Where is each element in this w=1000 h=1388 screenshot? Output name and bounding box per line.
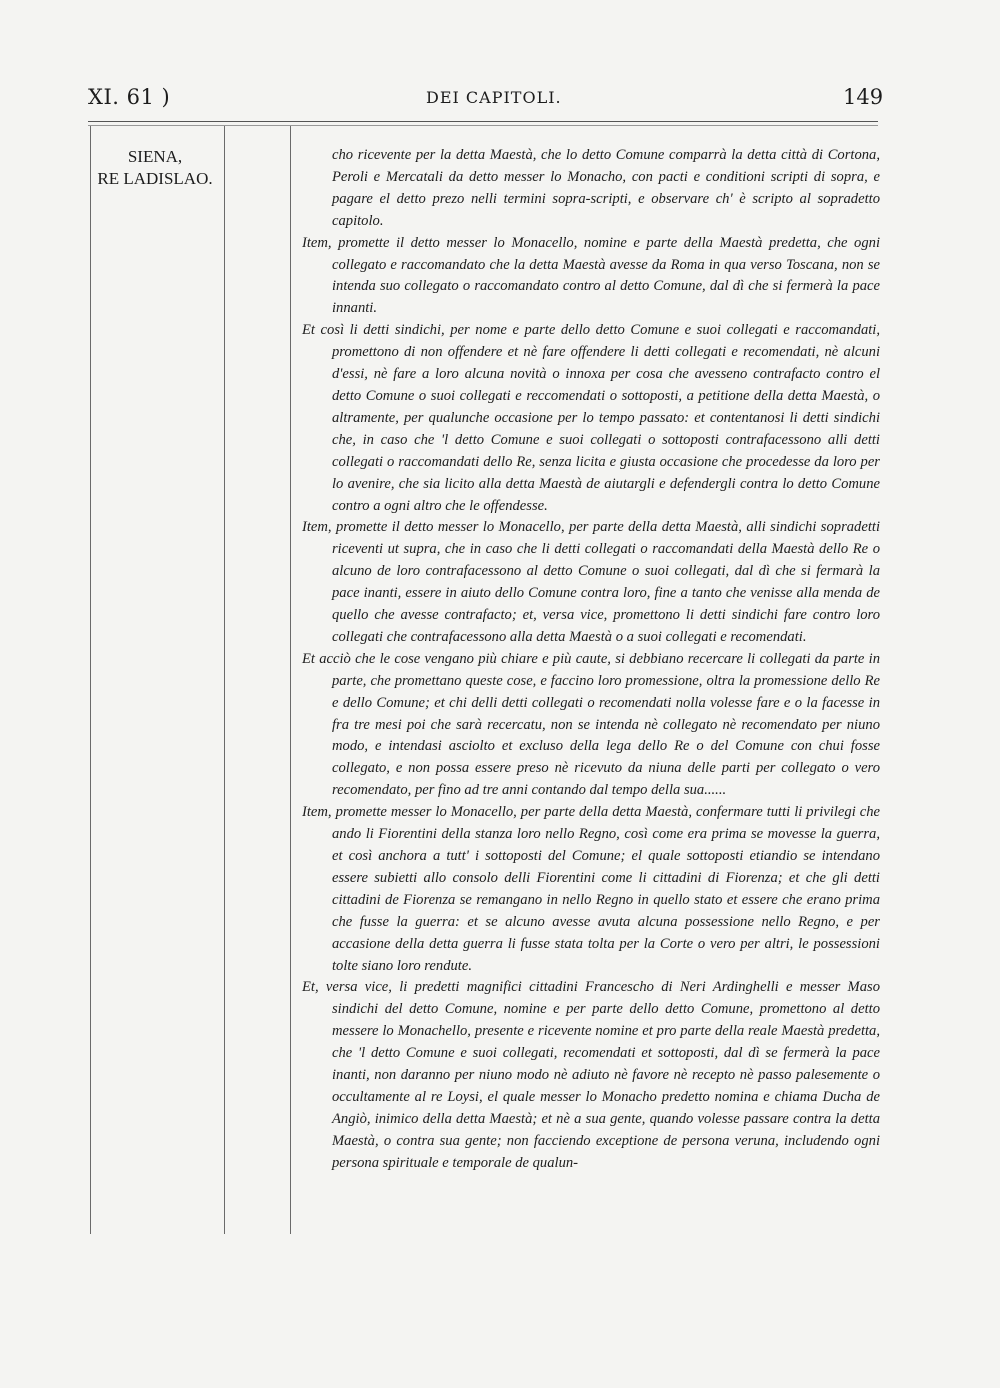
- header-rule-secondary: [88, 125, 878, 126]
- column-rule-left: [90, 126, 91, 1234]
- running-head-title: DEI CAPITOLI.: [426, 88, 562, 107]
- header-rule: [88, 121, 878, 122]
- paragraph: Item, promette messer lo Monacello, per parte della detta Maestà, confermare tutti li privilegi che ando li Fiorentini della stanza loro nello Regno, così come era prima se movesse la guerra, et così anchora a tutt' i sottoposti del Comune; el quale sottoposti etiandio se intendano essere subietti allo consolo delli Fiorentini come li cittadini di Fiorenza; et che gli detti cittadini de Fiorenza se remangano in nello Regno in quello stato et essere che erano prima che fusse la guerra: et se alcuno avesse avuta alcuna possessione nello Regno, e per accasione della detta guerra li fusse stata tolta per la Corte o vero per altri, le possessioni tolte siano loro rendute.: [302, 804, 880, 974]
- margin-note-line: RE LADISLAO.: [97, 169, 213, 188]
- margin-note-line: SIENA,: [127, 147, 183, 166]
- column-rule-right: [290, 126, 291, 1234]
- body-text: [302, 145, 880, 1175]
- paragraph: cho ricevente per la detta Maestà, che lo detto Comune comparrà la detta città di Cortona, Peroli e Mercatali da detto messer lo Monacho, con pacti e conditioni scripti di sopra, e pagare el detto prezo nelli termini sopra-scripti, e observare ch' è scripto al sopradetto capitolo.: [332, 147, 880, 229]
- paragraph: Item, promette il detto messer lo Monacello, per parte della detta Maestà, alli sindichi sopradetti riceventi ut supra, che in caso che li detti collegati o raccomandati della Maestà dello Re o alcuno de loro contrafacessono al detto Comune o suoi collegati, dal dì che si fermarà la pace inanti, essere in aiuto dello Comune contra loro, fine a tanto che venisse alla menda de quello che avesse contrafacto; et, versa vice, promettono li detti sindichi fare contro loro collegati che contrafacessono alla detta Maestà o a suoi collegati e recomendati.: [302, 519, 880, 645]
- margin-note: [90, 146, 220, 190]
- page-number: 149: [843, 85, 884, 109]
- paragraph: Et così li detti sindichi, per nome e parte dello detto Comune e suoi collegati e raccomandati, promettono di non offendere et nè fare offendere li detti collegati e recomendati, nè alcuni d'essi, nè fare a loro alcuna novità o innoxa per cosa che avesseno contrafacto contro el detto Comune o suoi collegati e reccomendati o sottoposti, a petitione della detta Maestà, o altramente, per qualunche occasione per lo tempo passato: et contentanosi li detti sindichi che, in caso che 'l detto Comune e suoi collegati o sottoposti contrafacessono alli detti collegati o raccomandati dello Re, senza licita e giusta occasione che procedesse da loro per lo avenire, che sia licito alla detta Maestà de aiutargli e defendergli contra lo detto Comune contro a ogni altro che le offendesse.: [302, 322, 880, 514]
- paragraph: Et acciò che le cose vengano più chiare e più caute, si debbiano recercare li collegati da parte in parte, che promettano queste cose, e faccino loro promessione, oltra la promessione dello Re e dello Comune; et chi delli detti collegati o recomendati nolla volesse fare e o la facesse in fra tre mesi poi che sarà recercatu, non se intenda nè collegato nè recomendato per niuno modo, e intendasi asciolto et excluso della lega dello Re o del Comune con chui fosse collegato, e non possa essere preso nè ricevuto da niuna delle parti per collegato o vero recomendato, per fino ad tre anni contando dal tempo della sua......: [302, 650, 880, 799]
- paragraph: Item, promette il detto messer lo Monacello, nomine e parte della Maestà predetta, che ogni collegato e raccomandato che la detta Maestà avesse da Roma in qua verso Toscana, non se intenda suo collegato o raccomandato contro al detto Comune, dal dì che si fermerà la pace innanti.: [302, 234, 880, 317]
- column-rule-middle: [224, 126, 225, 1234]
- running-head-section: XI. 61 ): [88, 85, 171, 109]
- paragraph: Et, versa vice, li predetti magnifici cittadini Francescho di Neri Ardinghelli e messer Maso sindichi del detto Comune, nomine e per parte dello detto Comune, promettono al detto messere lo Monachello, presente e ricevente nomine et pro parte della reale Maestà predetta, che 'l detto Comune e suoi collegati, recomendati et sottoposti, dal dì se fermerà la pace inanti, non daranno per niuno modo nè adiuto nè favore nè recepto nè passo palesemente o occultamente al re Loysi, el quale messer lo Monacho predetto nomina e chiama Ducha de Angiò, inimico della detta Maestà; et nè a sua gente, quando volesse passare contra la detta Maestà, o contra sua gente; non facciendo exceptione de persona veruna, includendo ogni persona spirituale e temporale de qualun-: [302, 979, 880, 1171]
